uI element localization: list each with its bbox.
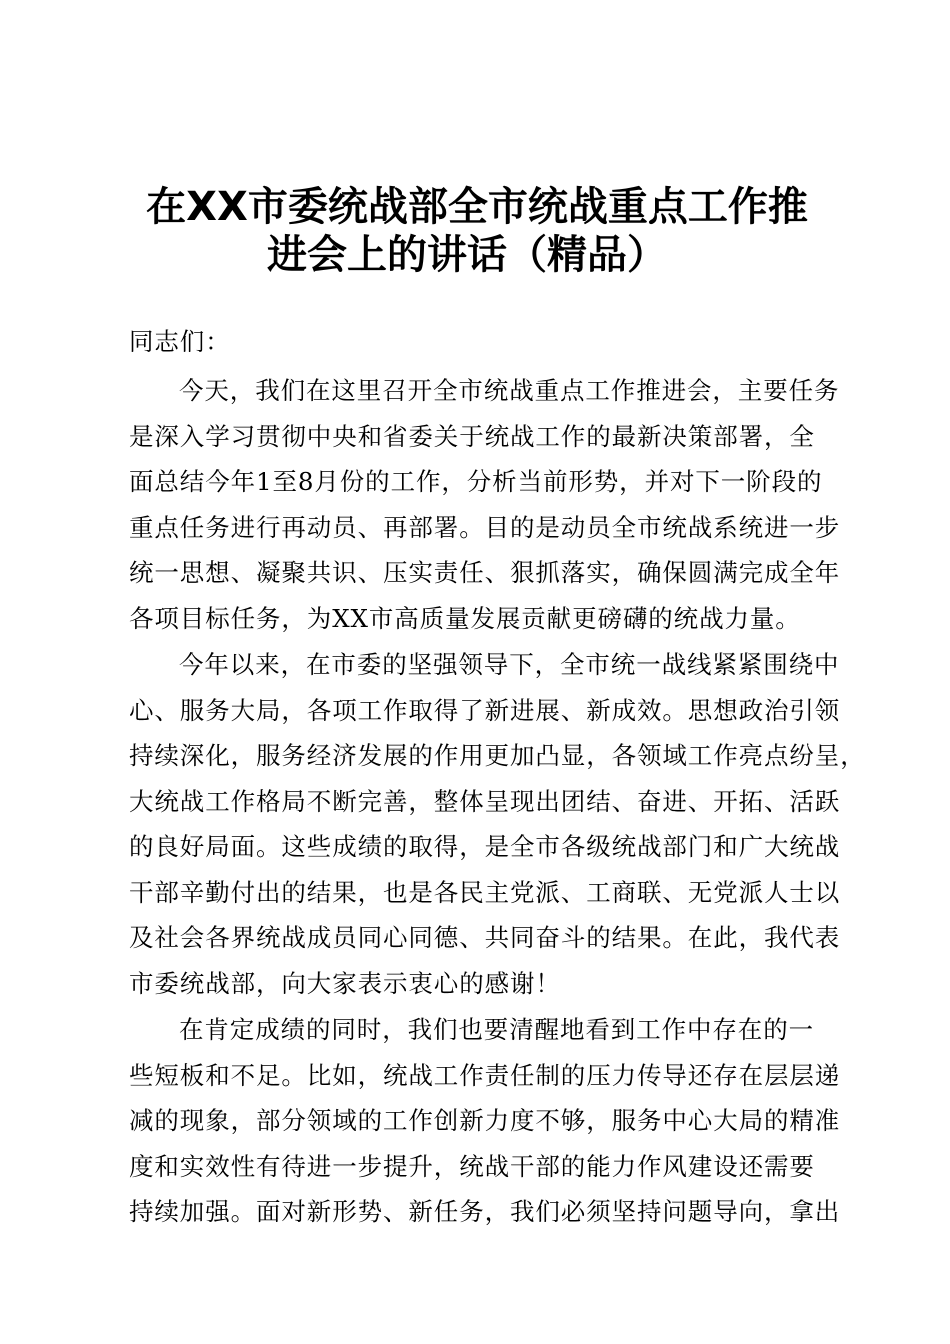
title-line-1: 在XX市委统战部全市统战重点工作推	[146, 184, 808, 230]
paragraph-line: 心、服务大局，各项工作取得了新进展、新成效。思想政治引领	[129, 695, 841, 725]
paragraph-line: 各项目标任务，为XX市高质量发展贡献更磅礴的统战力量。	[129, 603, 801, 633]
paragraph-line: 度和实效性有待进一步提升，统战干部的能力作风建设还需要	[129, 1151, 815, 1181]
title-line-2: 进会上的讲话（精品）	[267, 232, 667, 278]
paragraph-line: 持续加强。面对新形势、新任务，我们必须坚持问题导向，拿出	[129, 1197, 841, 1226]
paragraph-line: 在肯定成绩的同时，我们也要清醒地看到工作中存在的一	[179, 1015, 814, 1044]
paragraph-3	[129, 1012, 841, 1240]
paragraph-line: 持续深化，服务经济发展的作用更加凸显，各领域工作亮点纷呈，	[129, 741, 866, 770]
paragraph-line: 及社会各界统战成员同心同德、共同奋斗的结果。在此，我代表	[129, 923, 841, 952]
paragraph-line: 统一思想、凝聚共识、压实责任、狠抓落实，确保圆满完成全年	[129, 558, 841, 587]
paragraph-line: 今天，我们在这里召开全市统战重点工作推进会，主要任务	[179, 376, 840, 405]
paragraph-line: 重点任务进行再动员、再部署。目的是动员全市统战系统进一步	[129, 512, 841, 542]
document-body	[129, 324, 866, 1240]
paragraph-1	[129, 373, 841, 646]
paragraph-line: 些短板和不足。比如，统战工作责任制的压力传导还存在层层递	[129, 1060, 841, 1090]
paragraph-line: 大统战工作格局不断完善，整体呈现出团结、奋进、开拓、活跃	[129, 786, 841, 816]
paragraph-line: 减的现象，部分领域的工作创新力度不够，服务中心大局的精准	[129, 1106, 841, 1135]
salutation: 同志们：	[129, 327, 231, 356]
paragraph-line: 干部辛勤付出的结果，也是各民主党派、工商联、无党派人士以	[129, 877, 841, 907]
paragraph-line: 市委统战部，向大家表示衷心的感谢！	[129, 968, 561, 998]
paragraph-line: 今年以来，在市委的坚强领导下，全市统一战线紧紧围绕中	[179, 650, 840, 679]
paragraph-line: 的良好局面。这些成绩的取得，是全市各级统战部门和广大统战	[129, 832, 841, 861]
paragraph-2	[129, 647, 866, 1011]
paragraph-line: 是深入学习贯彻中央和省委关于统战工作的最新决策部署，全	[129, 421, 815, 451]
paragraph-line: 面总结今年1至8月份的工作，分析当前形势，并对下一阶段的	[129, 467, 823, 496]
document-title	[0, 183, 950, 279]
